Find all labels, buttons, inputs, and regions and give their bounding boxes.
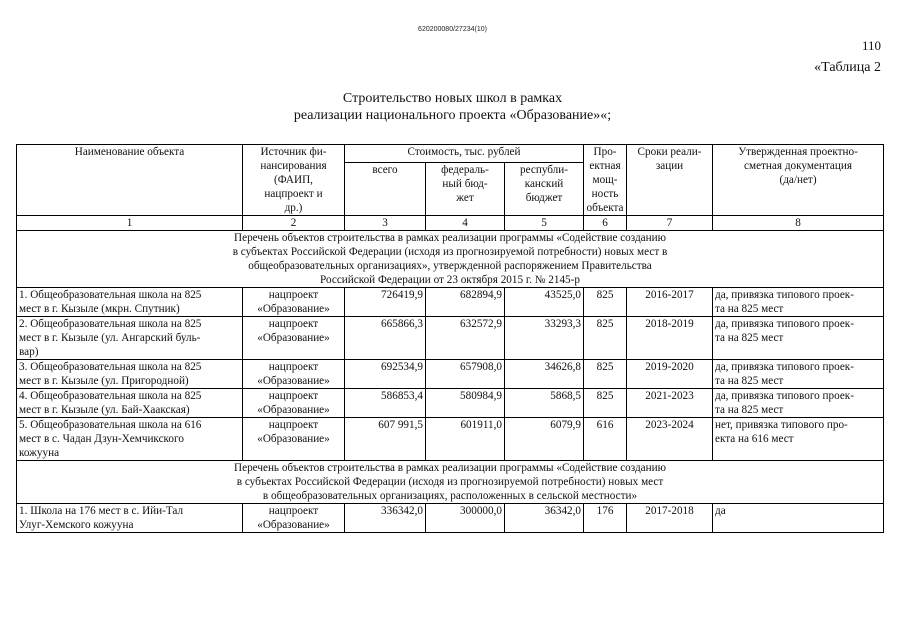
header-line: мощ- — [592, 174, 618, 186]
cost-republic-cell: 34626,8 — [505, 360, 584, 389]
header-line: республи- — [520, 164, 568, 177]
funding-source-cell: нацпроект «Образование» — [243, 288, 345, 317]
cost-total-cell: 607 991,5 — [345, 418, 426, 461]
header-line: сметная документация — [744, 160, 852, 172]
document-code: 620200080/27234(10) — [418, 26, 487, 33]
cost-total-cell: 336342,0 — [345, 504, 426, 533]
cost-total-cell: 586853,4 — [345, 389, 426, 418]
column-number: 1 — [17, 216, 243, 231]
header-line: Про- — [593, 146, 617, 158]
header-line: Источник фи- — [260, 146, 327, 158]
table-body — [17, 231, 884, 533]
table-row — [17, 389, 884, 418]
approved-docs-cell: нет, привязка типового про- екта на 616 мест — [713, 418, 884, 461]
header-line: бюджет — [525, 192, 563, 205]
approved-docs-cell: да — [713, 504, 884, 533]
column-number-row — [17, 216, 884, 231]
header-line: жет — [456, 192, 474, 205]
col-header-republic — [505, 163, 584, 216]
header-line: нацпроект и — [264, 188, 323, 200]
terms-cell: 2018-2019 — [627, 317, 713, 360]
column-number: 6 — [584, 216, 627, 231]
terms-cell: 2023-2024 — [627, 418, 713, 461]
table-row — [17, 504, 884, 533]
section-heading: Перечень объектов строительства в рамках реализации программы «Содействие созданию в субъектах Российской Федерации (исходя из прогнозируемой потребности) новых мест в общеобразовательных организациях, расположенных в сельской местности» — [17, 461, 884, 504]
document-title — [0, 90, 905, 124]
cost-federal-cell: 601911,0 — [426, 418, 505, 461]
table-row — [17, 317, 884, 360]
object-name-cell: 1. Общеобразовательная школа на 825 мест в г. Кызыле (мкрн. Спутник) — [17, 288, 243, 317]
cost-federal-cell: 657908,0 — [426, 360, 505, 389]
cost-republic-cell: 33293,3 — [505, 317, 584, 360]
header-line: Сроки реали- — [637, 146, 702, 158]
header-line: Утвержденная проектно- — [738, 146, 858, 158]
column-number: 5 — [505, 216, 584, 231]
column-number: 2 — [243, 216, 345, 231]
header-line: (ФАИП, — [274, 174, 313, 186]
col-header-capacity — [584, 145, 627, 216]
table-row — [17, 360, 884, 389]
object-name-cell: 3. Общеобразовательная школа на 825 мест в г. Кызыле (ул. Пригородной) — [17, 360, 243, 389]
terms-cell: 2019-2020 — [627, 360, 713, 389]
col-header-source — [243, 145, 345, 216]
col-header-name: Наименование объекта — [17, 145, 243, 216]
cost-total-cell: 665866,3 — [345, 317, 426, 360]
capacity-cell: 825 — [584, 360, 627, 389]
cost-federal-cell: 632572,9 — [426, 317, 505, 360]
column-number: 3 — [345, 216, 426, 231]
funding-source-cell: нацпроект «Образование» — [243, 317, 345, 360]
col-header-cost: Стоимость, тыс. рублей — [345, 145, 584, 163]
section-heading-row — [17, 461, 884, 504]
table-row — [17, 418, 884, 461]
cost-total-cell: 692534,9 — [345, 360, 426, 389]
funding-source-cell: нацпроект «Образование» — [243, 360, 345, 389]
terms-cell: 2016-2017 — [627, 288, 713, 317]
cost-federal-cell: 580984,9 — [426, 389, 505, 418]
page-number: 110 — [861, 38, 881, 53]
capacity-cell: 616 — [584, 418, 627, 461]
approved-docs-cell: да, привязка типового проек- та на 825 мест — [713, 389, 884, 418]
cost-republic-cell: 6079,9 — [505, 418, 584, 461]
header-line: зации — [655, 160, 684, 172]
header-line: (да/нет) — [779, 174, 817, 186]
col-header-approved — [713, 145, 884, 216]
header-line: ность — [591, 188, 619, 200]
approved-docs-cell: да, привязка типового проек- та на 825 мест — [713, 360, 884, 389]
column-number: 4 — [426, 216, 505, 231]
schools-table — [16, 144, 884, 533]
terms-cell: 2021-2023 — [627, 389, 713, 418]
funding-source-cell: нацпроект «Образование» — [243, 418, 345, 461]
col-header-terms — [627, 145, 713, 216]
object-name-cell: 1. Школа на 176 мест в с. Ийи-Тал Улуг-Хемского кожууна — [17, 504, 243, 533]
object-name-cell: 2. Общеобразовательная школа на 825 мест в г. Кызыле (ул. Ангарский буль- вар) — [17, 317, 243, 360]
approved-docs-cell: да, привязка типового проек- та на 825 мест — [713, 288, 884, 317]
header-line: др.) — [284, 202, 303, 214]
cost-federal-cell: 682894,9 — [426, 288, 505, 317]
header-line: объекта — [586, 202, 624, 214]
cost-total-cell: 726419,9 — [345, 288, 426, 317]
col-header-federal — [426, 163, 505, 216]
section-heading-row — [17, 231, 884, 288]
cost-republic-cell: 36342,0 — [505, 504, 584, 533]
section-heading: Перечень объектов строительства в рамках реализации программы «Содействие созданию в субъектах Российской Федерации (исходя из прогнозируемой потребности) новых мест в общеобразовательных организациях», утвержденной распоряжением Правительства Российской Федерации от 23 октября 2015 г. № 2145-р — [17, 231, 884, 288]
header-line: нансирования — [260, 160, 327, 172]
approved-docs-cell: да, привязка типового проек- та на 825 мест — [713, 317, 884, 360]
title-line: Строительство новых школ в рамках — [342, 91, 563, 106]
capacity-cell: 825 — [584, 317, 627, 360]
title-line: реализации национального проекта «Образование»«; — [293, 108, 612, 123]
header-line: ный бюд- — [442, 178, 488, 191]
cost-federal-cell: 300000,0 — [426, 504, 505, 533]
object-name-cell: 4. Общеобразовательная школа на 825 мест в г. Кызыле (ул. Бай-Хаакская) — [17, 389, 243, 418]
cost-republic-cell: 43525,0 — [505, 288, 584, 317]
header-row — [17, 145, 884, 163]
column-number: 8 — [713, 216, 884, 231]
column-number: 7 — [627, 216, 713, 231]
table-row — [17, 288, 884, 317]
header-line: федераль- — [441, 164, 489, 177]
funding-source-cell: нацпроект «Образование» — [243, 504, 345, 533]
object-name-cell: 5. Общеобразовательная школа на 616 мест в с. Чадан Дзун-Хемчикского кожууна — [17, 418, 243, 461]
table-label: «Таблица 2 — [814, 60, 881, 75]
col-header-total: всего — [345, 163, 426, 216]
header-line: ектная — [589, 160, 621, 172]
capacity-cell: 825 — [584, 288, 627, 317]
capacity-cell: 176 — [584, 504, 627, 533]
cost-republic-cell: 5868,5 — [505, 389, 584, 418]
funding-source-cell: нацпроект «Образование» — [243, 389, 345, 418]
header-line: канский — [524, 178, 564, 191]
terms-cell: 2017-2018 — [627, 504, 713, 533]
capacity-cell: 825 — [584, 389, 627, 418]
